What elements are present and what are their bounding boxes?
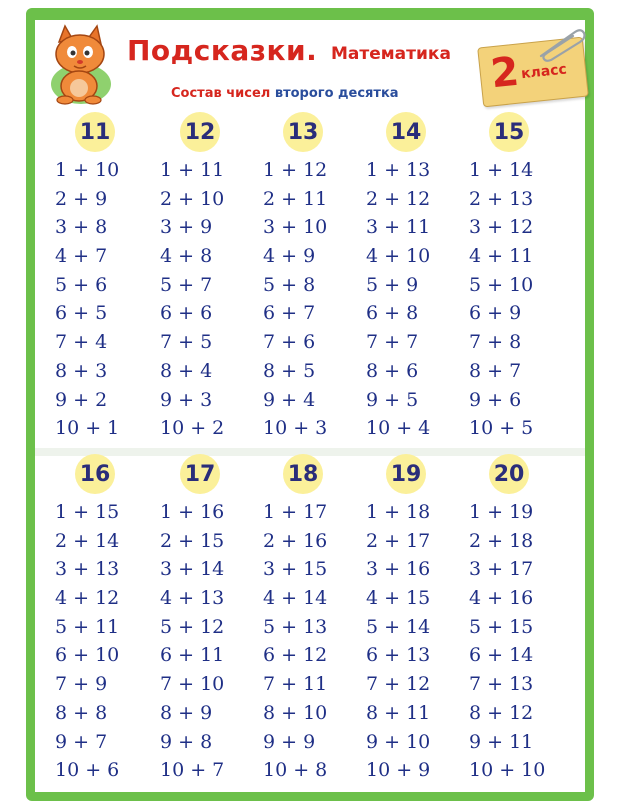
sum-list [160, 498, 260, 785]
sum-item: 7 + 13 [469, 673, 534, 696]
number-column [160, 112, 260, 443]
sum-item: 3 + 17 [469, 558, 534, 581]
subtitle-blue-part: второго десятка [274, 86, 399, 101]
column-number-circle: 16 [75, 454, 115, 494]
sum-item: 7 + 11 [263, 673, 328, 696]
sum-list [55, 156, 155, 443]
sum-item: 8 + 12 [469, 701, 534, 724]
sum-item: 8 + 9 [160, 701, 213, 724]
column-number-circle: 19 [386, 454, 426, 494]
sum-item: 8 + 5 [263, 359, 316, 382]
sum-item: 6 + 11 [160, 644, 225, 667]
sum-list [469, 156, 569, 443]
sum-item: 9 + 11 [469, 730, 534, 753]
sum-item: 9 + 2 [55, 388, 108, 411]
poster-frame [26, 8, 594, 801]
sum-item: 2 + 14 [55, 529, 120, 552]
sum-item: 7 + 8 [469, 331, 522, 354]
sum-item: 8 + 3 [55, 359, 108, 382]
sum-item: 3 + 15 [263, 558, 328, 581]
sum-item: 9 + 8 [160, 730, 213, 753]
sum-item: 3 + 13 [55, 558, 120, 581]
sum-list [263, 156, 363, 443]
column-number-circle: 15 [489, 112, 529, 152]
sum-item: 2 + 17 [366, 529, 431, 552]
sum-item: 10 + 1 [55, 417, 120, 440]
sum-item: 4 + 11 [469, 245, 534, 268]
sum-item: 10 + 2 [160, 417, 225, 440]
sum-item: 7 + 6 [263, 331, 316, 354]
paperclip-icon [535, 26, 587, 62]
sum-item: 6 + 6 [160, 302, 213, 325]
sum-item: 5 + 13 [263, 615, 328, 638]
subtitle-red-part: Состав чисел [171, 86, 271, 101]
column-number-circle: 11 [75, 112, 115, 152]
sum-item: 3 + 11 [366, 216, 431, 239]
sum-item: 5 + 11 [55, 615, 120, 638]
sum-item: 1 + 13 [366, 159, 431, 181]
poster-title: Подсказки. [127, 34, 318, 67]
sum-item: 7 + 5 [160, 331, 213, 354]
poster-subject: Математика [331, 44, 451, 64]
sum-item: 7 + 10 [160, 673, 225, 696]
sum-item: 6 + 7 [263, 302, 316, 325]
sum-item: 8 + 8 [55, 701, 108, 724]
column-number-circle: 17 [180, 454, 220, 494]
sum-item: 5 + 6 [55, 273, 108, 296]
panel-11-15 [35, 112, 585, 452]
sum-item: 4 + 13 [160, 587, 225, 610]
number-column [55, 112, 155, 443]
sum-item: 9 + 10 [366, 730, 431, 753]
sum-item: 10 + 6 [55, 759, 120, 782]
sum-item: 7 + 12 [366, 673, 431, 696]
number-column [263, 454, 363, 785]
sum-list [160, 156, 260, 443]
sum-item: 2 + 13 [469, 187, 534, 210]
sum-item: 5 + 10 [469, 273, 534, 296]
sum-item: 4 + 7 [55, 245, 108, 268]
sum-item: 2 + 15 [160, 529, 225, 552]
cat-mascot-icon [41, 22, 119, 106]
sum-item: 1 + 10 [55, 159, 120, 181]
column-number-circle: 12 [180, 112, 220, 152]
sum-item: 1 + 19 [469, 501, 534, 523]
sum-item: 3 + 14 [160, 558, 225, 581]
sum-item: 4 + 15 [366, 587, 431, 610]
sum-list [55, 498, 155, 785]
sum-item: 2 + 10 [160, 187, 225, 210]
sum-item: 7 + 7 [366, 331, 419, 354]
sum-item: 9 + 6 [469, 388, 522, 411]
sum-item: 10 + 10 [469, 759, 546, 782]
number-column [366, 454, 466, 785]
sum-item: 10 + 4 [366, 417, 431, 440]
column-number-circle: 14 [386, 112, 426, 152]
sum-item: 2 + 11 [263, 187, 328, 210]
sum-item: 6 + 9 [469, 302, 522, 325]
sum-item: 5 + 8 [263, 273, 316, 296]
sum-item: 5 + 15 [469, 615, 534, 638]
sum-item: 2 + 18 [469, 529, 534, 552]
number-column [263, 112, 363, 443]
sum-item: 10 + 5 [469, 417, 534, 440]
poster-header [35, 20, 585, 110]
sum-item: 1 + 18 [366, 501, 431, 523]
sum-item: 4 + 14 [263, 587, 328, 610]
sum-item: 3 + 16 [366, 558, 431, 581]
sum-item: 6 + 10 [55, 644, 120, 667]
sum-item: 6 + 13 [366, 644, 431, 667]
sum-item: 2 + 16 [263, 529, 328, 552]
sum-item: 9 + 3 [160, 388, 213, 411]
sum-item: 1 + 15 [55, 501, 120, 523]
sum-item: 1 + 17 [263, 501, 328, 523]
sum-item: 6 + 14 [469, 644, 534, 667]
number-column [469, 454, 569, 785]
grade-word: класс [520, 61, 568, 83]
sum-item: 8 + 10 [263, 701, 328, 724]
sum-item: 8 + 4 [160, 359, 213, 382]
sum-item: 7 + 4 [55, 331, 108, 354]
sum-list [469, 498, 569, 785]
sum-item: 9 + 5 [366, 388, 419, 411]
sum-item: 1 + 12 [263, 159, 328, 181]
sum-item: 5 + 12 [160, 615, 225, 638]
number-column [55, 454, 155, 785]
sum-item: 9 + 9 [263, 730, 316, 753]
sum-item: 4 + 9 [263, 245, 316, 268]
sum-item: 6 + 12 [263, 644, 328, 667]
sum-item: 3 + 10 [263, 216, 328, 239]
sum-item: 4 + 16 [469, 587, 534, 610]
sum-item: 9 + 4 [263, 388, 316, 411]
number-column [160, 454, 260, 785]
sum-item: 10 + 3 [263, 417, 328, 440]
sum-item: 4 + 12 [55, 587, 120, 610]
sum-item: 5 + 7 [160, 273, 213, 296]
sum-item: 2 + 12 [366, 187, 431, 210]
sum-item: 8 + 11 [366, 701, 431, 724]
sum-item: 3 + 12 [469, 216, 534, 239]
sum-item: 5 + 9 [366, 273, 419, 296]
sum-item: 3 + 8 [55, 216, 108, 239]
sum-item: 10 + 8 [263, 759, 328, 782]
sum-item: 7 + 9 [55, 673, 108, 696]
sum-item: 10 + 9 [366, 759, 431, 782]
panel-16-20 [35, 454, 585, 804]
sum-item: 6 + 8 [366, 302, 419, 325]
column-number-circle: 20 [489, 454, 529, 494]
sum-item: 3 + 9 [160, 216, 213, 239]
poster-body [35, 20, 585, 792]
sum-list [366, 156, 466, 443]
column-number-circle: 13 [283, 112, 323, 152]
sum-item: 5 + 14 [366, 615, 431, 638]
sum-item: 6 + 5 [55, 302, 108, 325]
grade-number: 2 [488, 48, 522, 98]
number-column [469, 112, 569, 443]
column-number-circle: 18 [283, 454, 323, 494]
sum-item: 1 + 11 [160, 159, 225, 181]
sum-item: 8 + 6 [366, 359, 419, 382]
sum-item: 9 + 7 [55, 730, 108, 753]
sum-item: 10 + 7 [160, 759, 225, 782]
number-column [366, 112, 466, 443]
sum-list [263, 498, 363, 785]
sum-item: 8 + 7 [469, 359, 522, 382]
sum-item: 1 + 14 [469, 159, 534, 181]
sum-item: 2 + 9 [55, 187, 108, 210]
sum-list [366, 498, 466, 785]
sum-item: 1 + 16 [160, 501, 225, 523]
poster-subtitle [171, 86, 399, 101]
sum-item: 4 + 8 [160, 245, 213, 268]
sum-item: 4 + 10 [366, 245, 431, 268]
